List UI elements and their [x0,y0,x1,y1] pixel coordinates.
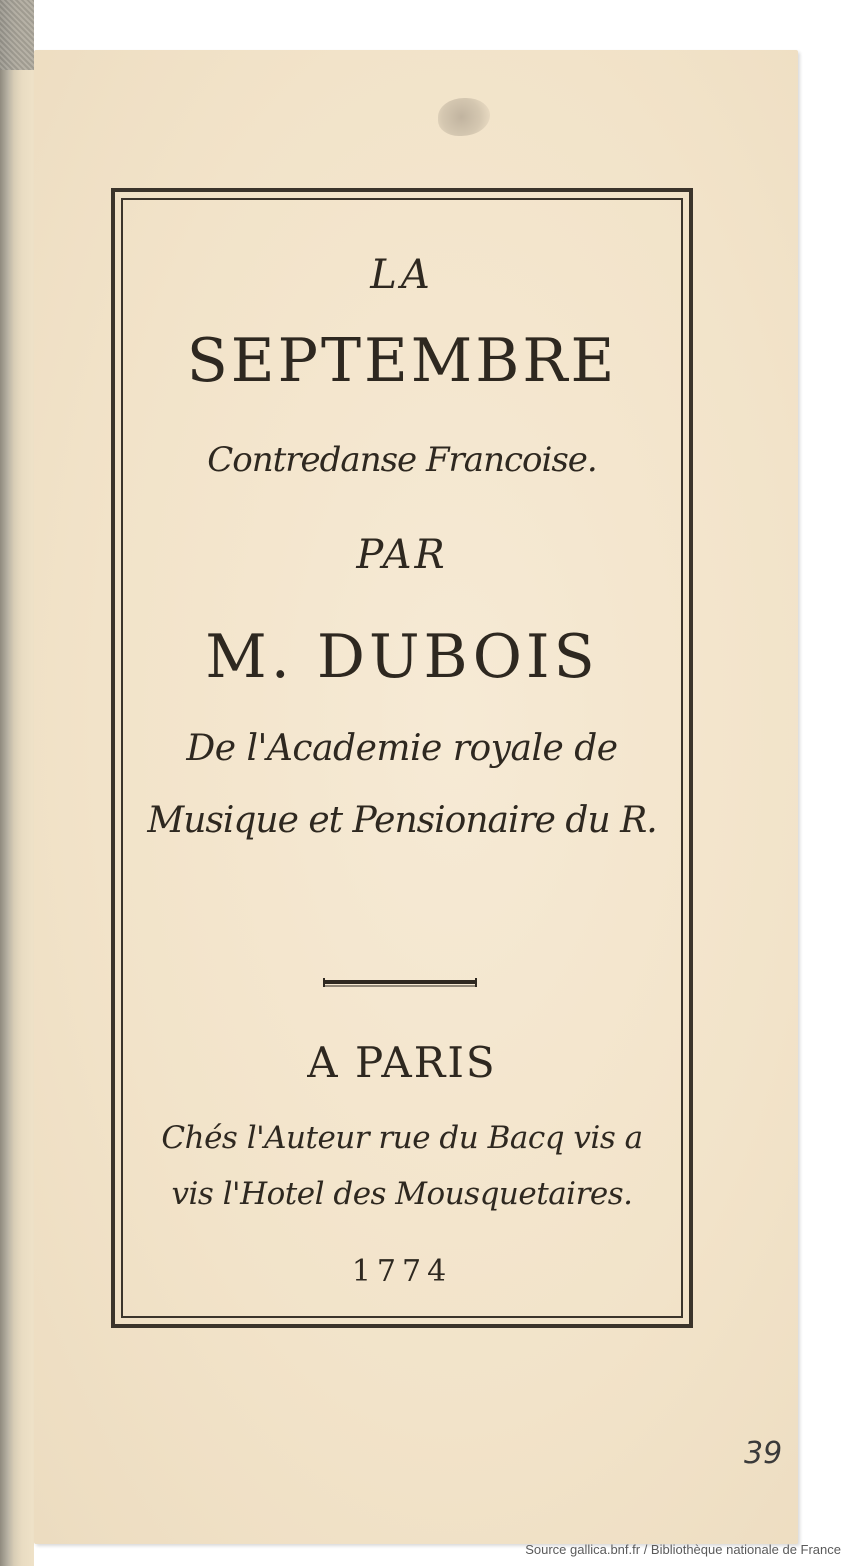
work-title: SEPTEMBRE [186,326,618,396]
source-credit: Source gallica.bnf.fr / Bibliothèque nationale de France [525,1542,841,1557]
ornamental-rule [322,975,478,989]
by-line: PAR [356,532,448,578]
spine-cloth [0,0,34,70]
work-subtitle: Contredanse Francoise. [207,440,597,480]
author-name: M. DUBOIS [205,622,599,692]
imprint-address-line-1: Chés l'Auteur rue du Bacq vis a [161,1120,643,1156]
author-affiliation-line-2: Musique et Pensionaire du R. [147,800,657,841]
author-affiliation-line-1: De l'Academie royale de [186,728,618,769]
imprint-year: 1774 [351,1254,453,1289]
folio-number: 39 [744,1436,783,1471]
imprint-place: A PARIS [307,1038,497,1087]
imprint-address-line-2: vis l'Hotel des Mousquetaires. [171,1176,633,1212]
book-spine [0,0,34,1566]
title-article: LA [370,252,434,298]
